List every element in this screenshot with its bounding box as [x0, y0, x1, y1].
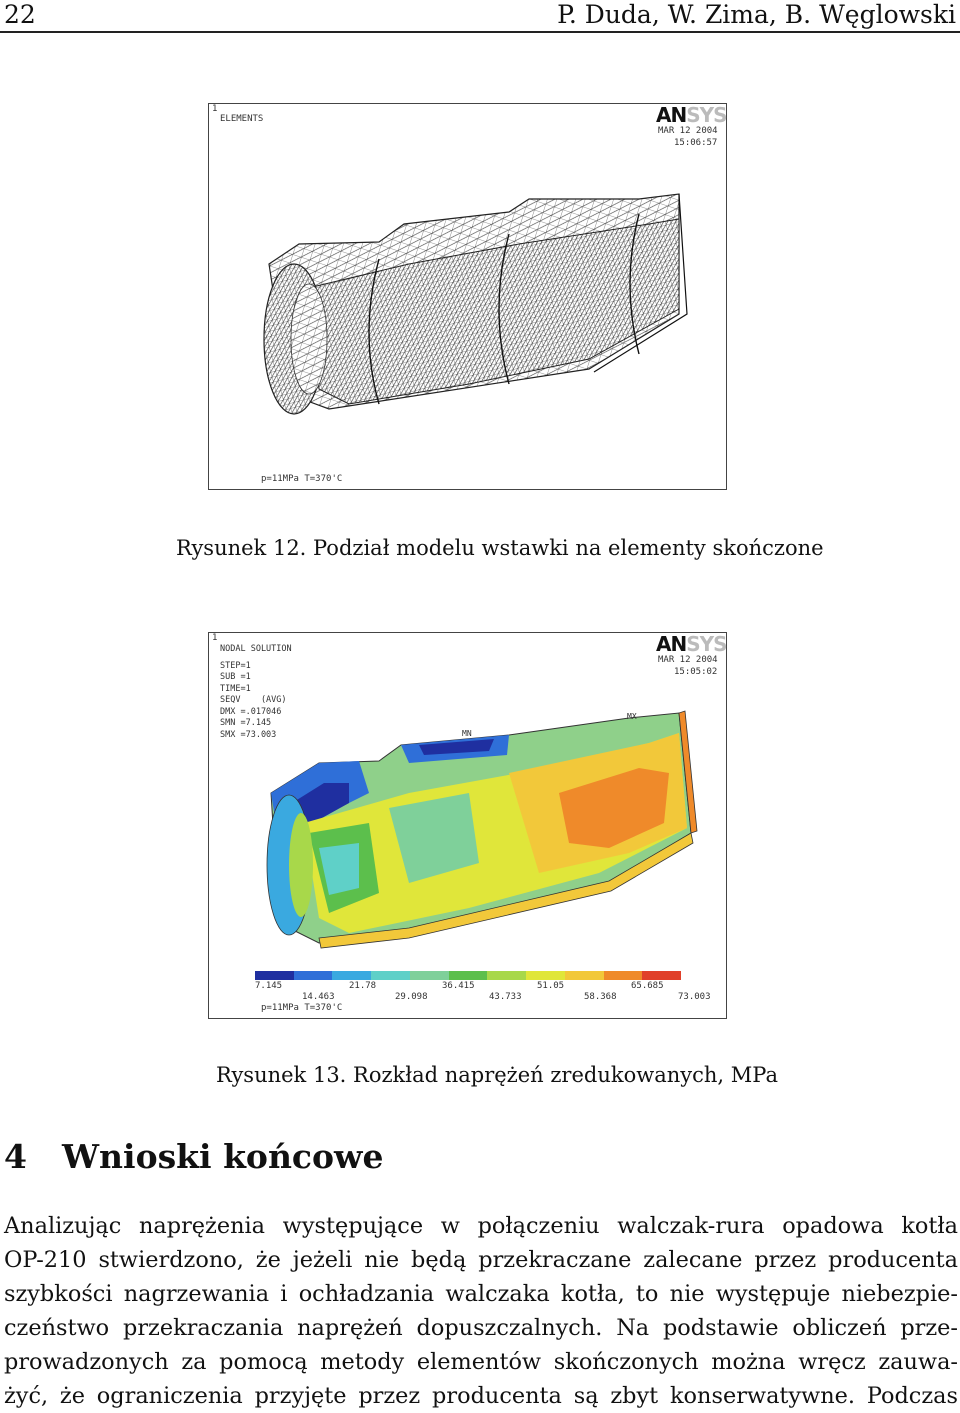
section-number: 4: [4, 1137, 27, 1176]
legend-label: 36.415: [442, 981, 475, 991]
body-text-line: szybkości nagrzewania i ochładzania walczaka kotła, to nie występuje niebezpie-: [4, 1281, 958, 1307]
legend-label: 65.685: [631, 981, 664, 991]
body-text-line: Analizując naprężenia występujące w połączeniu walczak-rura opadowa kotła: [4, 1213, 958, 1239]
running-header-authors: P. Duda, W. Zima, B. Węglowski: [557, 0, 956, 29]
figure-12-time: 15:06:57: [674, 138, 718, 148]
legend-label: 21.78: [349, 981, 377, 991]
figure-12-date: MAR 12 2004: [658, 126, 718, 136]
ansys-logo: ANSYS: [656, 103, 727, 127]
legend-swatch: [526, 971, 565, 980]
figure-13-footer-label: p=11MPa T=370'C: [261, 1003, 343, 1013]
max-stress-marker: MX: [627, 712, 637, 721]
info-line: DMX =.017046: [220, 706, 282, 717]
section-title: Wnioski końcowe: [62, 1137, 384, 1176]
legend-swatch: [294, 971, 333, 980]
legend-label: 14.463: [302, 992, 335, 1002]
legend-label: 51.05: [537, 981, 565, 991]
stress-color-legend: [255, 971, 681, 980]
figure-12-frame: [208, 103, 727, 490]
figure-12-caption: Rysunek 12. Podział modelu wstawki na elementy skończone: [176, 536, 824, 560]
legend-label: 29.098: [395, 992, 428, 1002]
legend-swatch: [642, 971, 681, 980]
body-text-line: prowadzonych za pomocą metody elementów skończonych można wręcz zauwa-: [4, 1349, 958, 1375]
figure-12-index: 1: [212, 104, 218, 114]
stress-contour-drawing: [209, 633, 725, 1017]
legend-swatch: [255, 971, 294, 980]
body-text-line: OP-210 stwierdzono, że jeżeli nie będą przekraczane zalecane przez producenta: [4, 1247, 958, 1273]
mesh-model-drawing: [209, 104, 725, 488]
figure-13-caption: Rysunek 13. Rozkład naprężeń zredukowanych, MPa: [216, 1063, 778, 1087]
legend-swatch: [371, 971, 410, 980]
info-line: STEP=1: [220, 660, 251, 671]
legend-swatch: [449, 971, 488, 980]
figure-13-frame: [208, 632, 727, 1019]
legend-label: 58.368: [584, 992, 617, 1002]
legend-label: 43.733: [489, 992, 522, 1002]
legend-swatch: [604, 971, 643, 980]
legend-swatch: [410, 971, 449, 980]
legend-label: 7.145: [255, 981, 283, 991]
figure-12-title: ELEMENTS: [220, 114, 264, 124]
info-line: NODAL SOLUTION: [220, 644, 292, 654]
legend-swatch: [332, 971, 371, 980]
info-line: TIME=1: [220, 683, 251, 694]
header-rule: [0, 31, 960, 33]
legend-label: 73.003: [678, 992, 711, 1002]
figure-13-index: 1: [212, 633, 218, 643]
page-number: 22: [4, 0, 36, 29]
section-heading: [4, 1137, 383, 1177]
figure-12-footer-label: p=11MPa T=370'C: [261, 474, 343, 484]
info-line: SMX =73.003: [220, 729, 277, 740]
min-stress-marker: MN: [462, 729, 472, 738]
legend-swatch: [487, 971, 526, 980]
legend-swatch: [565, 971, 604, 980]
figure-13-date: MAR 12 2004: [658, 655, 718, 665]
info-line: SEQV (AVG): [220, 695, 287, 705]
info-line: SUB =1: [220, 672, 251, 682]
body-text-line: żyć, że ograniczenia przyjęte przez producenta są zbyt konserwatywne. Podczas: [4, 1383, 958, 1409]
ansys-logo: ANSYS: [656, 632, 727, 656]
body-text-line: czeństwo przekraczania naprężeń dopuszczalnych. Na podstawie obliczeń prze-: [4, 1315, 958, 1341]
info-line: SMN =7.145: [220, 718, 272, 728]
figure-13-time: 15:05:02: [674, 667, 718, 677]
